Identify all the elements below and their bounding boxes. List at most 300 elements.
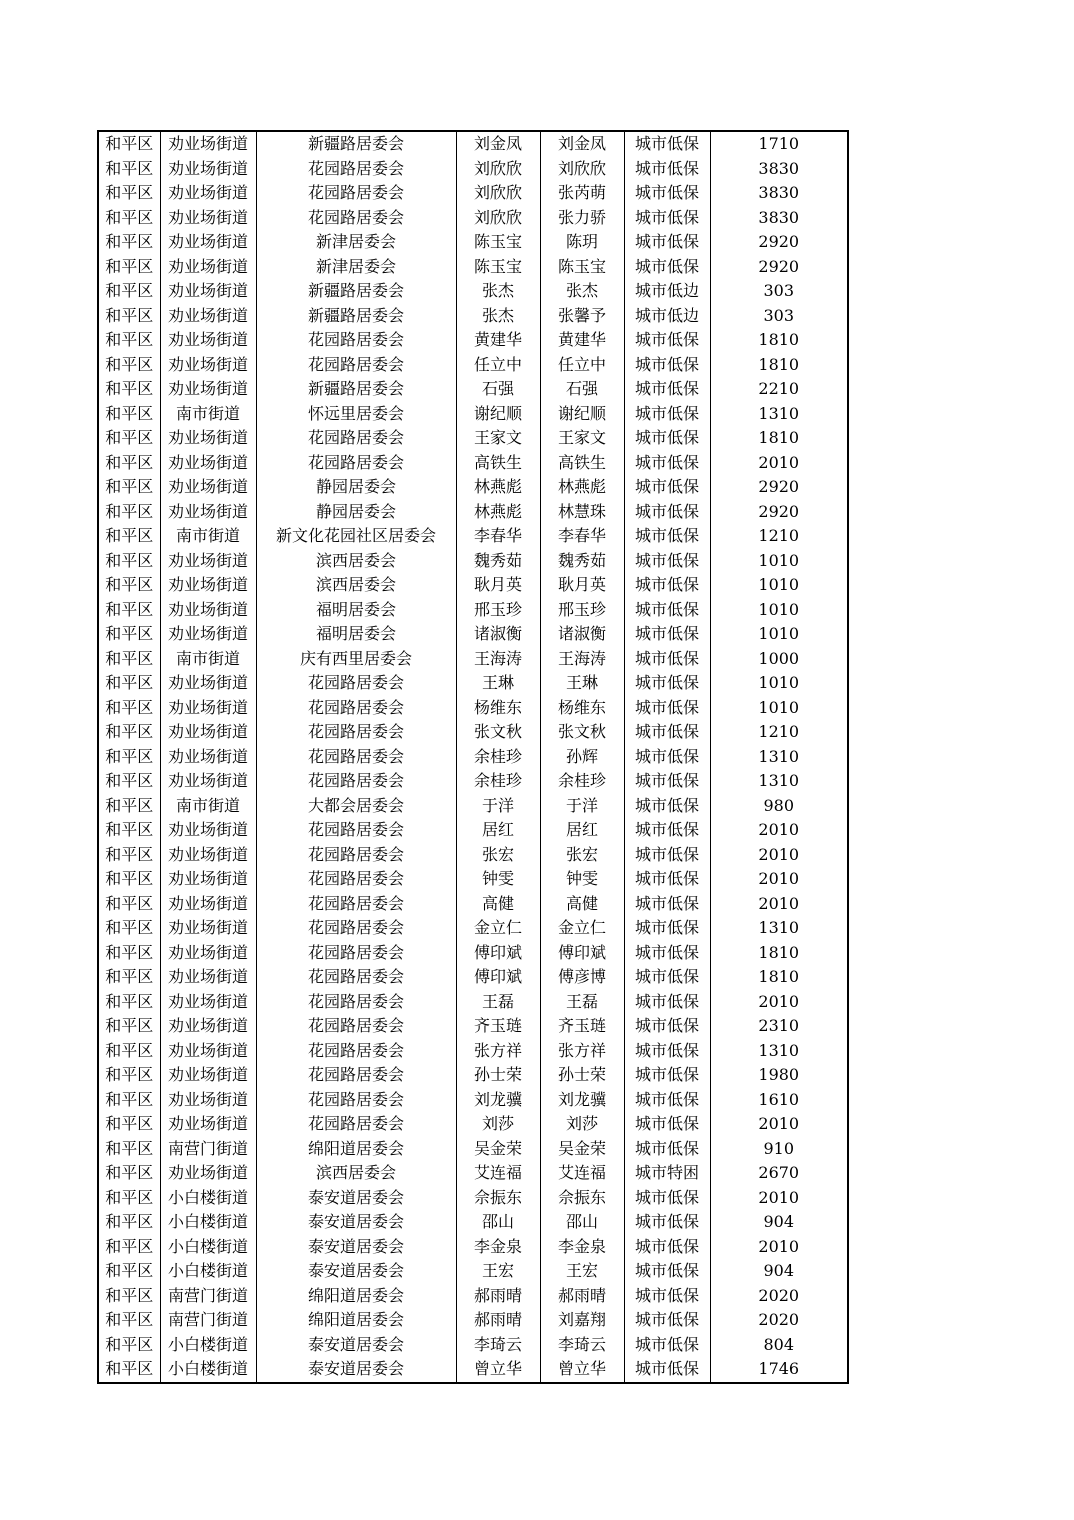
committee-cell: 新津居委会 xyxy=(256,230,456,255)
assistance-type-cell: 城市低保 xyxy=(624,843,710,868)
applicant-cell: 邢玉珍 xyxy=(456,598,540,623)
applicant-cell: 林燕彪 xyxy=(456,475,540,500)
applicant-cell: 傅印斌 xyxy=(456,965,540,990)
assistance-type-cell: 城市低保 xyxy=(624,818,710,843)
table-row xyxy=(98,867,848,892)
committee-cell: 花园路居委会 xyxy=(256,157,456,182)
amount-cell: 1710 xyxy=(710,131,848,157)
committee-cell: 泰安道居委会 xyxy=(256,1259,456,1284)
applicant-cell: 金立仁 xyxy=(456,916,540,941)
street-cell: 劝业场街道 xyxy=(160,1088,256,1113)
district-cell: 和平区 xyxy=(98,328,160,353)
street-cell: 小白楼街道 xyxy=(160,1333,256,1358)
amount-cell: 2010 xyxy=(710,892,848,917)
district-cell: 和平区 xyxy=(98,696,160,721)
assistance-type-cell: 城市低保 xyxy=(624,1284,710,1309)
district-cell: 和平区 xyxy=(98,131,160,157)
member-cell: 齐玉琏 xyxy=(540,1014,624,1039)
assistance-type-cell: 城市低保 xyxy=(624,1235,710,1260)
district-cell: 和平区 xyxy=(98,745,160,770)
amount-cell: 2920 xyxy=(710,230,848,255)
member-cell: 张芮萌 xyxy=(540,181,624,206)
table-row xyxy=(98,230,848,255)
amount-cell: 2010 xyxy=(710,1112,848,1137)
member-cell: 林慧珠 xyxy=(540,500,624,525)
member-cell: 曾立华 xyxy=(540,1357,624,1383)
member-cell: 金立仁 xyxy=(540,916,624,941)
street-cell: 劝业场街道 xyxy=(160,1161,256,1186)
assistance-type-cell: 城市低保 xyxy=(624,573,710,598)
applicant-cell: 齐玉琏 xyxy=(456,1014,540,1039)
district-cell: 和平区 xyxy=(98,769,160,794)
assistance-type-cell: 城市低保 xyxy=(624,990,710,1015)
table-row xyxy=(98,647,848,672)
assistance-type-cell: 城市低保 xyxy=(624,181,710,206)
amount-cell: 2310 xyxy=(710,1014,848,1039)
street-cell: 劝业场街道 xyxy=(160,867,256,892)
committee-cell: 新疆路居委会 xyxy=(256,377,456,402)
committee-cell: 花园路居委会 xyxy=(256,745,456,770)
table-row xyxy=(98,353,848,378)
committee-cell: 花园路居委会 xyxy=(256,818,456,843)
table-row xyxy=(98,157,848,182)
amount-cell: 1810 xyxy=(710,426,848,451)
table-row xyxy=(98,500,848,525)
amount-cell: 980 xyxy=(710,794,848,819)
member-cell: 张方祥 xyxy=(540,1039,624,1064)
applicant-cell: 余桂珍 xyxy=(456,745,540,770)
amount-cell: 1810 xyxy=(710,965,848,990)
district-cell: 和平区 xyxy=(98,304,160,329)
committee-cell: 花园路居委会 xyxy=(256,1039,456,1064)
applicant-cell: 刘莎 xyxy=(456,1112,540,1137)
street-cell: 劝业场街道 xyxy=(160,304,256,329)
district-cell: 和平区 xyxy=(98,181,160,206)
street-cell: 劝业场街道 xyxy=(160,1039,256,1064)
table-row xyxy=(98,1186,848,1211)
amount-cell: 1010 xyxy=(710,598,848,623)
assistance-type-cell: 城市低保 xyxy=(624,867,710,892)
assistance-type-cell: 城市低保 xyxy=(624,671,710,696)
spreadsheet-page xyxy=(97,130,847,1384)
street-cell: 南营门街道 xyxy=(160,1308,256,1333)
amount-cell: 1810 xyxy=(710,328,848,353)
amount-cell: 1010 xyxy=(710,622,848,647)
committee-cell: 花园路居委会 xyxy=(256,867,456,892)
assistance-type-cell: 城市低保 xyxy=(624,549,710,574)
applicant-cell: 张方祥 xyxy=(456,1039,540,1064)
district-cell: 和平区 xyxy=(98,867,160,892)
street-cell: 劝业场街道 xyxy=(160,1014,256,1039)
district-cell: 和平区 xyxy=(98,818,160,843)
district-cell: 和平区 xyxy=(98,671,160,696)
applicant-cell: 王磊 xyxy=(456,990,540,1015)
district-cell: 和平区 xyxy=(98,1088,160,1113)
applicant-cell: 任立中 xyxy=(456,353,540,378)
member-cell: 刘欣欣 xyxy=(540,157,624,182)
street-cell: 劝业场街道 xyxy=(160,1112,256,1137)
member-cell: 佘振东 xyxy=(540,1186,624,1211)
street-cell: 劝业场街道 xyxy=(160,255,256,280)
district-cell: 和平区 xyxy=(98,941,160,966)
member-cell: 谢纪顺 xyxy=(540,402,624,427)
applicant-cell: 魏秀茹 xyxy=(456,549,540,574)
street-cell: 小白楼街道 xyxy=(160,1357,256,1383)
district-cell: 和平区 xyxy=(98,990,160,1015)
district-cell: 和平区 xyxy=(98,1186,160,1211)
assistance-type-cell: 城市低保 xyxy=(624,1014,710,1039)
applicant-cell: 王宏 xyxy=(456,1259,540,1284)
amount-cell: 2010 xyxy=(710,1186,848,1211)
committee-cell: 花园路居委会 xyxy=(256,328,456,353)
applicant-cell: 石强 xyxy=(456,377,540,402)
member-cell: 邢玉珍 xyxy=(540,598,624,623)
assistance-type-cell: 城市低保 xyxy=(624,720,710,745)
committee-cell: 花园路居委会 xyxy=(256,1063,456,1088)
table-row xyxy=(98,769,848,794)
district-cell: 和平区 xyxy=(98,1063,160,1088)
assistance-type-cell: 城市低保 xyxy=(624,598,710,623)
street-cell: 劝业场街道 xyxy=(160,500,256,525)
committee-cell: 滨西居委会 xyxy=(256,549,456,574)
street-cell: 南市街道 xyxy=(160,524,256,549)
committee-cell: 花园路居委会 xyxy=(256,916,456,941)
table-row xyxy=(98,255,848,280)
district-cell: 和平区 xyxy=(98,720,160,745)
district-cell: 和平区 xyxy=(98,794,160,819)
district-cell: 和平区 xyxy=(98,965,160,990)
committee-cell: 花园路居委会 xyxy=(256,769,456,794)
amount-cell: 2920 xyxy=(710,475,848,500)
committee-cell: 福明居委会 xyxy=(256,622,456,647)
assistance-type-cell: 城市低边 xyxy=(624,304,710,329)
amount-cell: 1310 xyxy=(710,769,848,794)
committee-cell: 新文化花园社区居委会 xyxy=(256,524,456,549)
table-body xyxy=(98,131,848,1383)
street-cell: 劝业场街道 xyxy=(160,157,256,182)
committee-cell: 泰安道居委会 xyxy=(256,1357,456,1383)
member-cell: 任立中 xyxy=(540,353,624,378)
amount-cell: 2210 xyxy=(710,377,848,402)
table-row xyxy=(98,549,848,574)
member-cell: 艾连福 xyxy=(540,1161,624,1186)
table-row xyxy=(98,402,848,427)
district-cell: 和平区 xyxy=(98,647,160,672)
committee-cell: 静园居委会 xyxy=(256,500,456,525)
table-row xyxy=(98,524,848,549)
member-cell: 王海涛 xyxy=(540,647,624,672)
assistance-type-cell: 城市低保 xyxy=(624,524,710,549)
street-cell: 劝业场街道 xyxy=(160,279,256,304)
table-row xyxy=(98,1137,848,1162)
street-cell: 劝业场街道 xyxy=(160,1063,256,1088)
street-cell: 劝业场街道 xyxy=(160,720,256,745)
street-cell: 劝业场街道 xyxy=(160,696,256,721)
member-cell: 李金泉 xyxy=(540,1235,624,1260)
committee-cell: 花园路居委会 xyxy=(256,892,456,917)
table-row xyxy=(98,1284,848,1309)
district-cell: 和平区 xyxy=(98,206,160,231)
table-row xyxy=(98,181,848,206)
street-cell: 劝业场街道 xyxy=(160,671,256,696)
street-cell: 劝业场街道 xyxy=(160,818,256,843)
street-cell: 劝业场街道 xyxy=(160,230,256,255)
applicant-cell: 王家文 xyxy=(456,426,540,451)
amount-cell: 2020 xyxy=(710,1308,848,1333)
district-cell: 和平区 xyxy=(98,1137,160,1162)
street-cell: 劝业场街道 xyxy=(160,598,256,623)
member-cell: 孙士荣 xyxy=(540,1063,624,1088)
member-cell: 李春华 xyxy=(540,524,624,549)
assistance-type-cell: 城市低保 xyxy=(624,941,710,966)
table-row xyxy=(98,1210,848,1235)
assistance-type-cell: 城市低保 xyxy=(624,769,710,794)
table-row xyxy=(98,892,848,917)
table-row xyxy=(98,377,848,402)
district-cell: 和平区 xyxy=(98,1284,160,1309)
member-cell: 石强 xyxy=(540,377,624,402)
amount-cell: 3830 xyxy=(710,157,848,182)
applicant-cell: 郝雨晴 xyxy=(456,1284,540,1309)
amount-cell: 1980 xyxy=(710,1063,848,1088)
applicant-cell: 刘欣欣 xyxy=(456,157,540,182)
assistance-type-cell: 城市低保 xyxy=(624,377,710,402)
amount-cell: 1210 xyxy=(710,524,848,549)
amount-cell: 1310 xyxy=(710,916,848,941)
assistance-type-cell: 城市低保 xyxy=(624,794,710,819)
member-cell: 刘莎 xyxy=(540,1112,624,1137)
committee-cell: 花园路居委会 xyxy=(256,353,456,378)
member-cell: 陈玉宝 xyxy=(540,255,624,280)
table-row xyxy=(98,696,848,721)
applicant-cell: 诸淑衡 xyxy=(456,622,540,647)
member-cell: 杨维东 xyxy=(540,696,624,721)
applicant-cell: 于洋 xyxy=(456,794,540,819)
table-row xyxy=(98,671,848,696)
assistance-type-cell: 城市低保 xyxy=(624,1137,710,1162)
amount-cell: 1000 xyxy=(710,647,848,672)
table-row xyxy=(98,843,848,868)
street-cell: 劝业场街道 xyxy=(160,131,256,157)
applicant-cell: 王海涛 xyxy=(456,647,540,672)
amount-cell: 2010 xyxy=(710,990,848,1015)
committee-cell: 新疆路居委会 xyxy=(256,304,456,329)
street-cell: 小白楼街道 xyxy=(160,1186,256,1211)
assistance-type-cell: 城市低保 xyxy=(624,647,710,672)
assistance-type-cell: 城市低保 xyxy=(624,255,710,280)
committee-cell: 泰安道居委会 xyxy=(256,1186,456,1211)
member-cell: 高铁生 xyxy=(540,451,624,476)
table-row xyxy=(98,206,848,231)
table-row xyxy=(98,1063,848,1088)
applicant-cell: 刘龙骥 xyxy=(456,1088,540,1113)
district-cell: 和平区 xyxy=(98,402,160,427)
district-cell: 和平区 xyxy=(98,255,160,280)
table-row xyxy=(98,794,848,819)
member-cell: 吴金荣 xyxy=(540,1137,624,1162)
member-cell: 魏秀茹 xyxy=(540,549,624,574)
amount-cell: 904 xyxy=(710,1210,848,1235)
amount-cell: 1010 xyxy=(710,696,848,721)
member-cell: 居红 xyxy=(540,818,624,843)
member-cell: 于洋 xyxy=(540,794,624,819)
table-row xyxy=(98,916,848,941)
assistance-table xyxy=(97,130,849,1384)
district-cell: 和平区 xyxy=(98,549,160,574)
district-cell: 和平区 xyxy=(98,892,160,917)
street-cell: 劝业场街道 xyxy=(160,916,256,941)
amount-cell: 1010 xyxy=(710,549,848,574)
district-cell: 和平区 xyxy=(98,230,160,255)
committee-cell: 庆有西里居委会 xyxy=(256,647,456,672)
street-cell: 小白楼街道 xyxy=(160,1235,256,1260)
table-row xyxy=(98,1235,848,1260)
table-row xyxy=(98,1014,848,1039)
assistance-type-cell: 城市低保 xyxy=(624,1039,710,1064)
assistance-type-cell: 城市低保 xyxy=(624,745,710,770)
district-cell: 和平区 xyxy=(98,353,160,378)
table-row xyxy=(98,622,848,647)
member-cell: 耿月英 xyxy=(540,573,624,598)
street-cell: 劝业场街道 xyxy=(160,353,256,378)
committee-cell: 花园路居委会 xyxy=(256,696,456,721)
street-cell: 劝业场街道 xyxy=(160,328,256,353)
member-cell: 邵山 xyxy=(540,1210,624,1235)
applicant-cell: 李琦云 xyxy=(456,1333,540,1358)
assistance-type-cell: 城市低保 xyxy=(624,1186,710,1211)
district-cell: 和平区 xyxy=(98,622,160,647)
amount-cell: 2010 xyxy=(710,451,848,476)
applicant-cell: 张杰 xyxy=(456,279,540,304)
amount-cell: 1310 xyxy=(710,745,848,770)
amount-cell: 2010 xyxy=(710,843,848,868)
amount-cell: 904 xyxy=(710,1259,848,1284)
committee-cell: 花园路居委会 xyxy=(256,1014,456,1039)
assistance-type-cell: 城市低保 xyxy=(624,157,710,182)
assistance-type-cell: 城市低保 xyxy=(624,131,710,157)
street-cell: 劝业场街道 xyxy=(160,573,256,598)
street-cell: 劝业场街道 xyxy=(160,206,256,231)
member-cell: 傅彦博 xyxy=(540,965,624,990)
member-cell: 郝雨晴 xyxy=(540,1284,624,1309)
table-row xyxy=(98,451,848,476)
amount-cell: 1810 xyxy=(710,941,848,966)
amount-cell: 2920 xyxy=(710,255,848,280)
street-cell: 劝业场街道 xyxy=(160,892,256,917)
member-cell: 王琳 xyxy=(540,671,624,696)
table-row xyxy=(98,990,848,1015)
applicant-cell: 邵山 xyxy=(456,1210,540,1235)
applicant-cell: 傅印斌 xyxy=(456,941,540,966)
committee-cell: 花园路居委会 xyxy=(256,206,456,231)
amount-cell: 1310 xyxy=(710,402,848,427)
committee-cell: 静园居委会 xyxy=(256,475,456,500)
assistance-type-cell: 城市低保 xyxy=(624,965,710,990)
applicant-cell: 杨维东 xyxy=(456,696,540,721)
assistance-type-cell: 城市低保 xyxy=(624,1259,710,1284)
district-cell: 和平区 xyxy=(98,1235,160,1260)
assistance-type-cell: 城市低保 xyxy=(624,206,710,231)
amount-cell: 1010 xyxy=(710,573,848,598)
street-cell: 劝业场街道 xyxy=(160,745,256,770)
district-cell: 和平区 xyxy=(98,1161,160,1186)
committee-cell: 大都会居委会 xyxy=(256,794,456,819)
table-row xyxy=(98,1333,848,1358)
committee-cell: 花园路居委会 xyxy=(256,1088,456,1113)
amount-cell: 2920 xyxy=(710,500,848,525)
district-cell: 和平区 xyxy=(98,1112,160,1137)
committee-cell: 花园路居委会 xyxy=(256,181,456,206)
assistance-type-cell: 城市低保 xyxy=(624,1210,710,1235)
street-cell: 南营门街道 xyxy=(160,1284,256,1309)
applicant-cell: 高健 xyxy=(456,892,540,917)
amount-cell: 2020 xyxy=(710,1284,848,1309)
assistance-type-cell: 城市低保 xyxy=(624,1357,710,1383)
street-cell: 南市街道 xyxy=(160,794,256,819)
member-cell: 林燕彪 xyxy=(540,475,624,500)
assistance-type-cell: 城市低保 xyxy=(624,475,710,500)
committee-cell: 新疆路居委会 xyxy=(256,279,456,304)
street-cell: 小白楼街道 xyxy=(160,1259,256,1284)
member-cell: 张文秋 xyxy=(540,720,624,745)
table-row xyxy=(98,426,848,451)
district-cell: 和平区 xyxy=(98,1259,160,1284)
applicant-cell: 曾立华 xyxy=(456,1357,540,1383)
table-row xyxy=(98,304,848,329)
assistance-type-cell: 城市低保 xyxy=(624,426,710,451)
committee-cell: 花园路居委会 xyxy=(256,941,456,966)
committee-cell: 滨西居委会 xyxy=(256,573,456,598)
committee-cell: 泰安道居委会 xyxy=(256,1210,456,1235)
committee-cell: 泰安道居委会 xyxy=(256,1235,456,1260)
table-row xyxy=(98,965,848,990)
table-row xyxy=(98,941,848,966)
street-cell: 劝业场街道 xyxy=(160,549,256,574)
member-cell: 陈玥 xyxy=(540,230,624,255)
assistance-type-cell: 城市低保 xyxy=(624,328,710,353)
committee-cell: 绵阳道居委会 xyxy=(256,1284,456,1309)
assistance-type-cell: 城市低保 xyxy=(624,622,710,647)
district-cell: 和平区 xyxy=(98,1039,160,1064)
member-cell: 刘金凤 xyxy=(540,131,624,157)
applicant-cell: 钟雯 xyxy=(456,867,540,892)
street-cell: 劝业场街道 xyxy=(160,769,256,794)
district-cell: 和平区 xyxy=(98,1357,160,1383)
applicant-cell: 李金泉 xyxy=(456,1235,540,1260)
committee-cell: 花园路居委会 xyxy=(256,451,456,476)
committee-cell: 新津居委会 xyxy=(256,255,456,280)
committee-cell: 绵阳道居委会 xyxy=(256,1308,456,1333)
assistance-type-cell: 城市低保 xyxy=(624,353,710,378)
committee-cell: 泰安道居委会 xyxy=(256,1333,456,1358)
street-cell: 南市街道 xyxy=(160,647,256,672)
assistance-type-cell: 城市低保 xyxy=(624,402,710,427)
table-row xyxy=(98,475,848,500)
applicant-cell: 郝雨晴 xyxy=(456,1308,540,1333)
committee-cell: 花园路居委会 xyxy=(256,720,456,745)
street-cell: 劝业场街道 xyxy=(160,426,256,451)
member-cell: 孙辉 xyxy=(540,745,624,770)
assistance-type-cell: 城市低保 xyxy=(624,696,710,721)
street-cell: 劝业场街道 xyxy=(160,377,256,402)
member-cell: 李琦云 xyxy=(540,1333,624,1358)
applicant-cell: 张文秋 xyxy=(456,720,540,745)
applicant-cell: 王琳 xyxy=(456,671,540,696)
street-cell: 南营门街道 xyxy=(160,1137,256,1162)
table-row xyxy=(98,328,848,353)
member-cell: 刘龙骥 xyxy=(540,1088,624,1113)
applicant-cell: 林燕彪 xyxy=(456,500,540,525)
